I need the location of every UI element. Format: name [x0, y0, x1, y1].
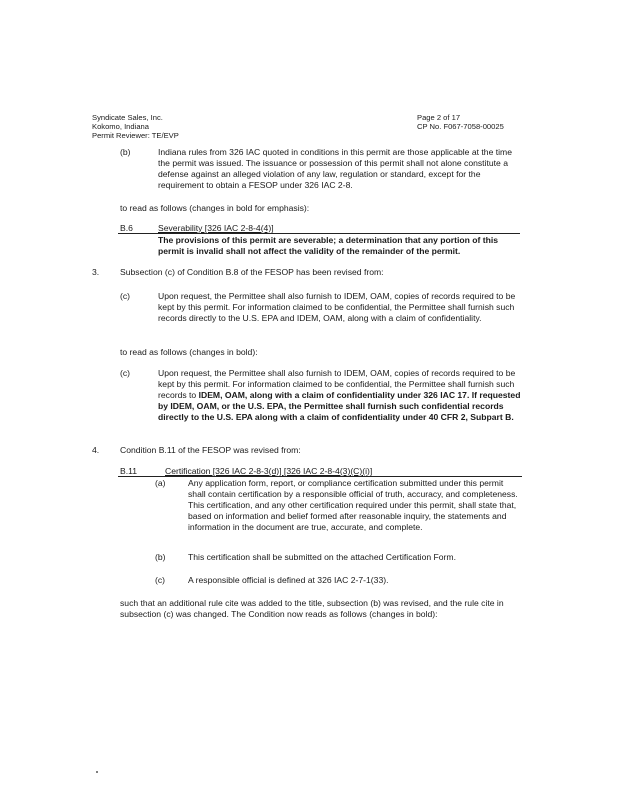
subsection-c2-text [158, 368, 524, 423]
closing-paragraph: such that an additional rule cite was added to the title, subsection (b) was revised, and the rule cite in subsection (c) was changed. The Condition now reads as follows (changes in bold): [120, 598, 504, 619]
company-location: Kokomo, Indiana [92, 122, 149, 131]
permit-number: CP No. F067-7058-00025 [417, 122, 504, 131]
b6-text: The provisions of this permit are severable; a determination that any portion of this permit is invalid shall not affect the validity of the remainder of the permit. [158, 235, 498, 256]
b11-number: B.11 [120, 466, 138, 476]
b11-c-text: A responsible official is defined at 326 IAC 2-7-1(33). [188, 575, 389, 585]
b6-divider [118, 233, 520, 234]
b11-divider [118, 476, 522, 477]
b11-a-text: Any application form, report, or compliance certification submitted under this permit shall contain certification by a responsible official of truth, accuracy, and completeness. This certification, and any other certification required under this permit, shall state that, based on information and belief formed after reasonable inquiry, the statements and information in the document are true, accurate, and complete. [188, 478, 518, 532]
read-as-follows-2: to read as follows (changes in bold): [120, 347, 258, 357]
b11-c-label: (c) [155, 575, 166, 585]
subsection-c2-label: (c) [120, 368, 131, 378]
subsection-b-text: Indiana rules from 326 IAC quoted in conditions in this permit are those applicable at the time the permit was issued. The issuance or possession of this permit shall not alone constitute a defense against an alleged violation of any law, regulation or standard, except for the requirement to obtain a FESOP under 326 IAC 2-8. [158, 147, 512, 190]
b11-a-label: (a) [155, 478, 166, 488]
c2-plain-text: Upon request, the Permittee shall also furnish to IDEM, OAM, copies of records required to be kept by this permit. For information claimed to be confidential, the Permittee shall furnish such records to [158, 368, 516, 400]
c2-bold-text: IDEM, OAM, along with a claim of confidentiality under 326 IAC 17. If requested by IDEM, OAM, or the U.S. EPA, the Permittee shall furnish such confidential records directly to the U.S. EPA along with a claim of confidentiality under 40 CFR 2, Subpart B. [158, 390, 521, 422]
item-4-text: Condition B.11 of the FESOP was revised from: [120, 445, 301, 455]
scan-speck [96, 771, 98, 773]
company-name: Syndicate Sales, Inc. [92, 113, 163, 122]
item-4-number: 4. [92, 445, 100, 455]
b11-b-text: This certification shall be submitted on the attached Certification Form. [188, 552, 456, 562]
page-number: Page 2 of 17 [417, 113, 461, 122]
item-3-number: 3. [92, 267, 100, 277]
b6-number: B.6 [120, 223, 133, 233]
b11-b-label: (b) [155, 552, 166, 562]
permit-reviewer: Permit Reviewer: TE/EVP [92, 131, 179, 140]
subsection-b-label: (b) [120, 147, 131, 157]
item-3-text: Subsection (c) of Condition B.8 of the FESOP has been revised from: [120, 267, 384, 277]
subsection-c1-text: Upon request, the Permittee shall also furnish to IDEM, OAM, copies of records required to be kept by this permit. For information claimed to be confidential, the Permittee shall furnish such records directly to the U.S. EPA and IDEM, OAM, along with a claim of confidentiality. [158, 291, 516, 323]
b11-title: Certification [326 IAC 2-8-3(d)] [326 IAC 2-8-4(3)(C)(i)] [165, 466, 373, 476]
read-as-follows-1: to read as follows (changes in bold for emphasis): [120, 203, 310, 213]
subsection-c1-label: (c) [120, 291, 131, 301]
b6-title: Severability [326 IAC 2-8-4(4)] [158, 223, 274, 233]
